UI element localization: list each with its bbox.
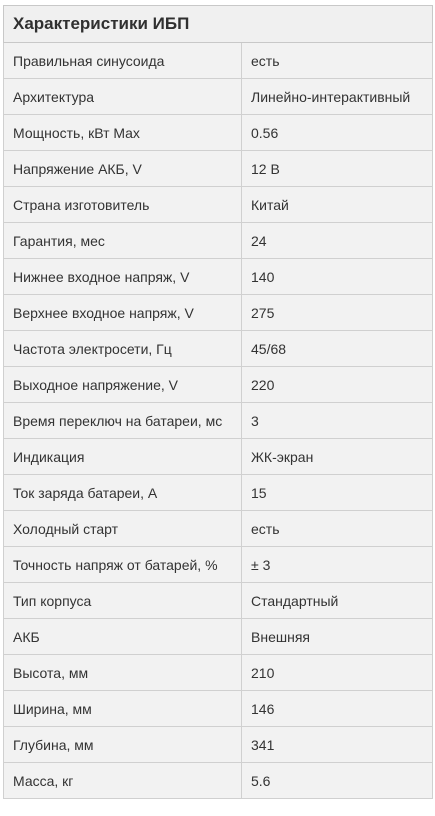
table-row [4, 691, 433, 727]
spec-value: 0.56 [242, 115, 433, 151]
spec-value: Внешняя [242, 619, 433, 655]
table-title: Характеристики ИБП [4, 6, 433, 43]
spec-value: Линейно-интерактивный [242, 79, 433, 115]
spec-label: АКБ [4, 619, 242, 655]
spec-value: Стандартный [242, 583, 433, 619]
spec-label: Нижнее входное напряж, V [4, 259, 242, 295]
table-row [4, 79, 433, 115]
spec-value: 5.6 [242, 763, 433, 799]
table-row [4, 259, 433, 295]
spec-value: 45/68 [242, 331, 433, 367]
spec-value: 15 [242, 475, 433, 511]
spec-value: 210 [242, 655, 433, 691]
table-row [4, 115, 433, 151]
spec-value: Китай [242, 187, 433, 223]
table-header-row [4, 6, 433, 43]
spec-value: есть [242, 511, 433, 547]
spec-value: 12 В [242, 151, 433, 187]
spec-value: 140 [242, 259, 433, 295]
spec-value: 24 [242, 223, 433, 259]
spec-label: Масса, кг [4, 763, 242, 799]
spec-label: Верхнее входное напряж, V [4, 295, 242, 331]
table-row [4, 151, 433, 187]
spec-label: Глубина, мм [4, 727, 242, 763]
spec-label: Точность напряж от батарей, % [4, 547, 242, 583]
spec-label: Частота электросети, Гц [4, 331, 242, 367]
spec-label: Время переключ на батареи, мс [4, 403, 242, 439]
spec-value: 146 [242, 691, 433, 727]
table-row [4, 331, 433, 367]
spec-label: Ток заряда батареи, А [4, 475, 242, 511]
table-row [4, 763, 433, 799]
table-row [4, 727, 433, 763]
spec-label: Мощность, кВт Max [4, 115, 242, 151]
spec-label: Ширина, мм [4, 691, 242, 727]
table-row [4, 619, 433, 655]
table-row [4, 367, 433, 403]
table-row [4, 475, 433, 511]
specs-table [3, 5, 433, 799]
spec-label: Холодный старт [4, 511, 242, 547]
spec-value: 341 [242, 727, 433, 763]
spec-label: Индикация [4, 439, 242, 475]
spec-label: Страна изготовитель [4, 187, 242, 223]
table-row [4, 439, 433, 475]
table-row [4, 547, 433, 583]
spec-value: ЖК-экран [242, 439, 433, 475]
spec-value: 3 [242, 403, 433, 439]
table-row [4, 403, 433, 439]
spec-value: есть [242, 43, 433, 79]
table-row [4, 43, 433, 79]
table-row [4, 187, 433, 223]
table-row [4, 511, 433, 547]
spec-value: 275 [242, 295, 433, 331]
spec-label: Напряжение АКБ, V [4, 151, 242, 187]
spec-label: Выходное напряжение, V [4, 367, 242, 403]
spec-label: Гарантия, мес [4, 223, 242, 259]
spec-label: Тип корпуса [4, 583, 242, 619]
spec-label: Архитектура [4, 79, 242, 115]
spec-value: 220 [242, 367, 433, 403]
spec-value: ± 3 [242, 547, 433, 583]
table-row [4, 223, 433, 259]
table-row [4, 655, 433, 691]
table-row [4, 295, 433, 331]
spec-label: Правильная синусоида [4, 43, 242, 79]
table-row [4, 583, 433, 619]
spec-label: Высота, мм [4, 655, 242, 691]
